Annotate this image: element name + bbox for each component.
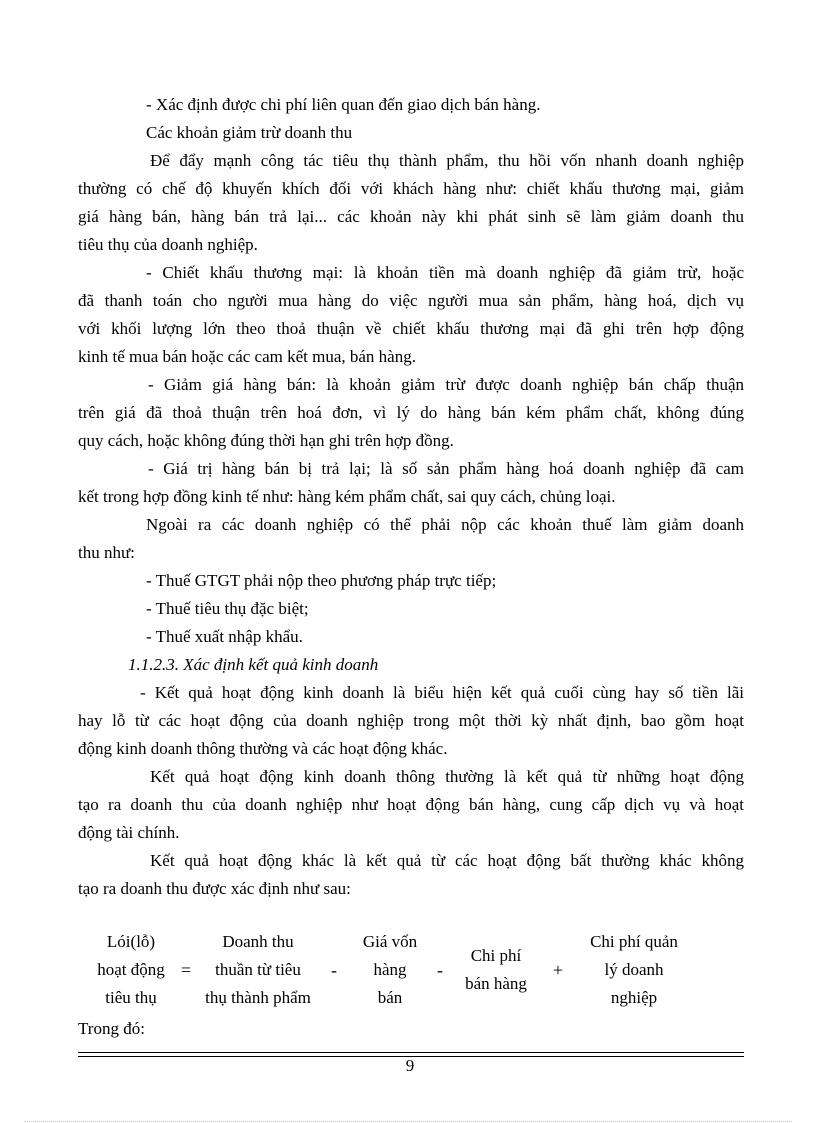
- formula-term-selling-cost: Chi phí bán hàng: [465, 946, 527, 993]
- formula-term-cogs: Giá vốn hàng bán: [362, 932, 418, 1007]
- minus-sign: -: [331, 960, 337, 980]
- bullet-item: - Thuế tiêu thụ đặc biệt;: [146, 599, 309, 618]
- minus-sign: -: [437, 960, 443, 980]
- paragraph-line: - Giảm giá hàng bán: là khoản giảm trừ được doanh nghiệp bán chấp thuận: [148, 375, 744, 394]
- paragraph-line: tạo ra doanh thu của doanh nghiệp như hoạt động bán hàng, cung cấp dịch vụ và hoạt: [78, 795, 744, 814]
- paragraph-line: kết trong hợp đồng kinh tế như: hàng kém phẩm chất, sai quy cách, chủng loại.: [78, 487, 616, 506]
- section-label: Các khoản giảm trừ doanh thu: [146, 123, 353, 142]
- paragraph-line: trên giá đã thoả thuận trên hoá đơn, vì lý do hàng bán kém phẩm chất, không đúng: [78, 403, 744, 422]
- paragraph-line: với khối lượng lớn theo thoả thuận về chiết khấu thương mại đã ghi trên hợp động: [78, 319, 744, 338]
- paragraph-line: Ngoài ra các doanh nghiệp có thể phải nộp các khoản thuế làm giảm doanh: [146, 515, 744, 534]
- paragraph-line: giá hàng bán, hàng bán trả lại... các khoản này khi phát sinh sẽ làm giảm doanh thu: [78, 207, 744, 226]
- paragraph-line: kinh tế mua bán hoặc các cam kết mua, bán hàng.: [78, 347, 416, 366]
- paragraph-line: quy cách, hoặc không đúng thời hạn ghi trên hợp đồng.: [78, 431, 454, 450]
- paragraph-line: đã thanh toán cho người mua hàng do việc người mua sản phẩm, hàng hoá, dịch vụ: [78, 291, 744, 310]
- formula-term-revenue: Doanh thu thuần từ tiêu thụ thành phẩm: [205, 932, 311, 1007]
- section-heading: 1.1.2.3. Xác định kết quả kinh doanh: [128, 655, 379, 674]
- paragraph-line: động kinh doanh thông thường và các hoạt động khác.: [78, 739, 448, 758]
- page-edge-divider: [24, 1121, 792, 1122]
- formula-term-admin-cost: Chi phí quản lý doanh nghiệp: [590, 932, 678, 1007]
- footer-rule: [78, 1052, 744, 1053]
- bullet-item: - Thuế xuất nhập khẩu.: [146, 627, 303, 646]
- formula-term-result: Lói(lỗ) hoạt động tiêu thụ: [97, 932, 165, 1007]
- paragraph-line: thường có chế độ khuyến khích đối với khách hàng như: chiết khấu thương mại, giảm: [78, 179, 744, 198]
- paragraph-line: Kết quả hoạt động kinh doanh thông thường là kết quả từ những hoạt động: [150, 767, 744, 786]
- paragraph-line: Để đẩy mạnh công tác tiêu thụ thành phẩm, thu hồi vốn nhanh doanh nghiệp: [150, 151, 744, 170]
- paragraph-line: - Giá trị hàng bán bị trả lại; là số sản phẩm hàng hoá doanh nghiệp đã cam: [148, 459, 744, 478]
- paragraph-line: Kết quả hoạt động khác là kết quả từ các hoạt động bất thường khác không: [150, 851, 744, 870]
- paragraph-line: tiêu thụ của doanh nghiệp.: [78, 235, 258, 254]
- paragraph-line: - Kết quả hoạt động kinh doanh là biểu hiện kết quả cuối cùng hay số tiền lãi: [140, 683, 744, 702]
- paragraph-line: hay lỗ từ các hoạt động của doanh nghiệp trong một thời kỳ nhất định, bao gồm hoạt: [78, 711, 744, 730]
- paragraph-line: thu như:: [78, 543, 135, 562]
- bullet-item: - Thuế GTGT phải nộp theo phương pháp trực tiếp;: [146, 571, 497, 590]
- page-number: 9: [405, 1056, 415, 1075]
- paragraph-line: - Xác định được chi phí liên quan đến giao dịch bán hàng.: [146, 95, 541, 114]
- paragraph-line: động tài chính.: [78, 823, 180, 842]
- paragraph-line: - Chiết khấu thương mại: là khoản tiền mà doanh nghiệp đã giảm trừ, hoặc: [146, 263, 744, 282]
- plus-sign: +: [552, 960, 564, 980]
- paragraph-line: Trong đó:: [78, 1019, 145, 1038]
- equals-sign: =: [180, 960, 192, 980]
- paragraph-line: tạo ra doanh thu được xác định như sau:: [78, 879, 351, 898]
